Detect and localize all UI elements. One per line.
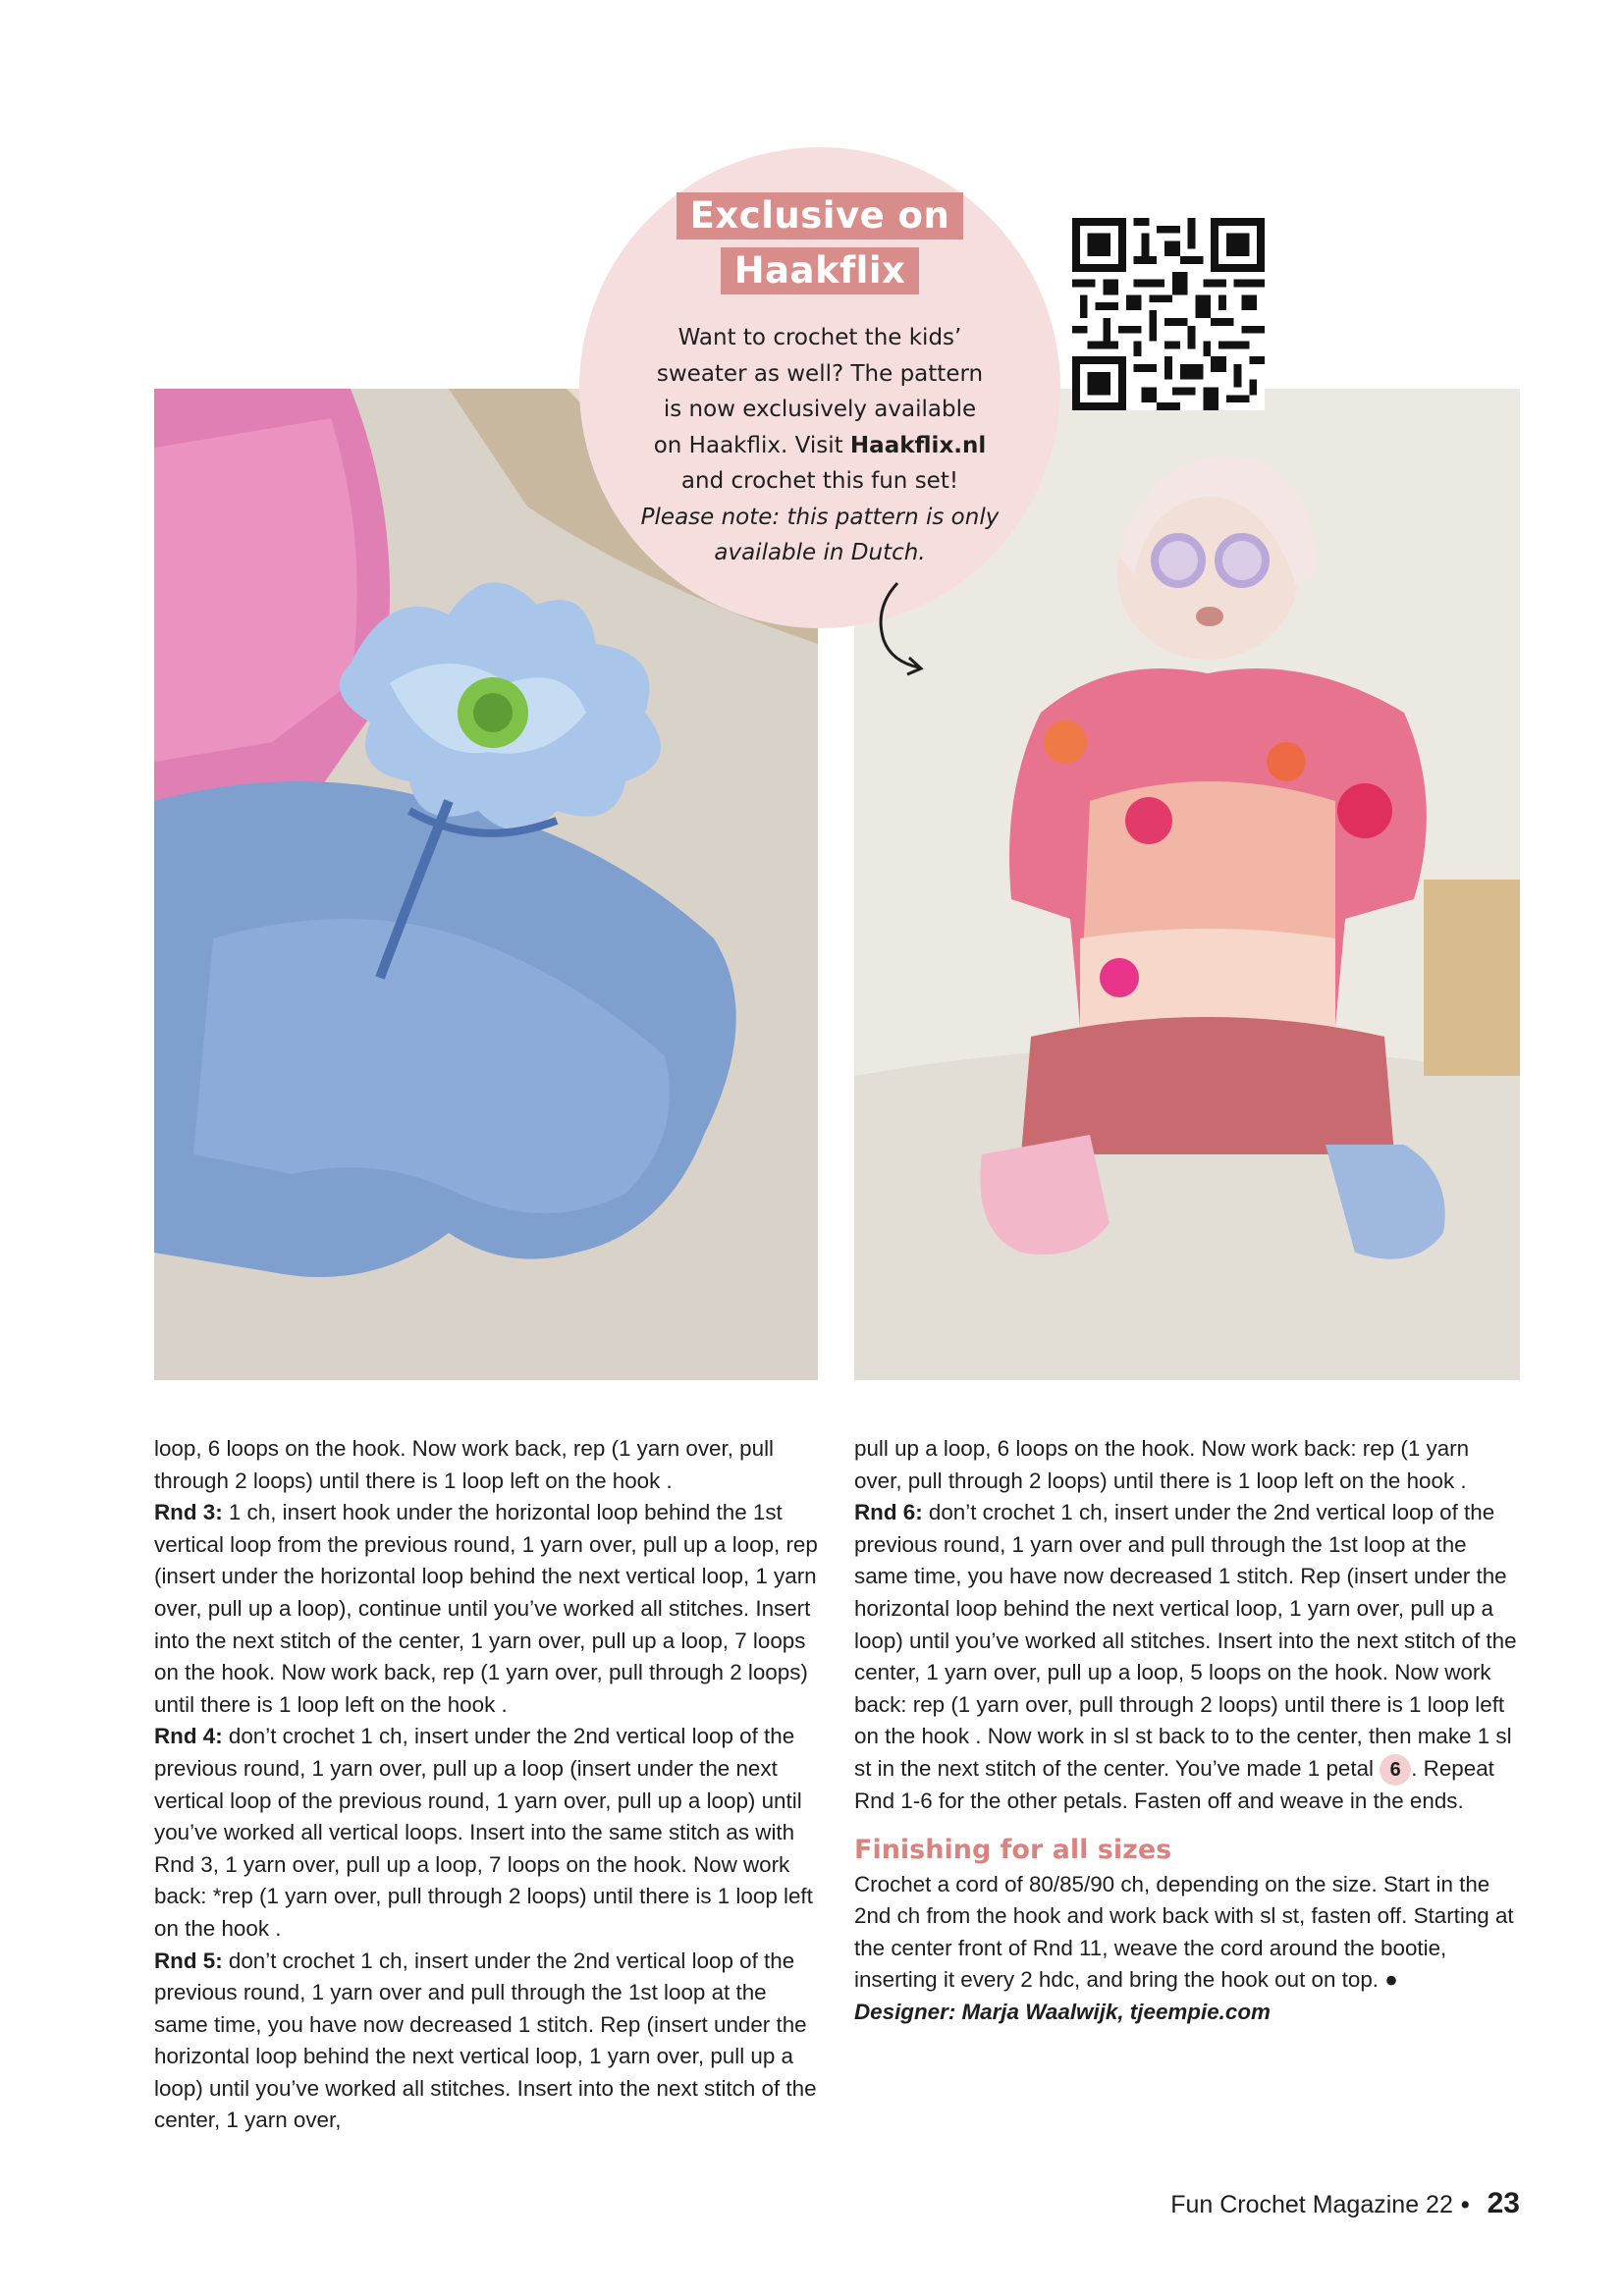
round-5-text: don’t crochet 1 ch, insert under the 2nd vertical loop of the previous round, 1 yarn over and pull through the 1st loop at the same time, you have now decreased 1 stitch. Rep (insert under the horizontal loop behind the next vertical loop, 1 yarn over, pull up a loop) until you’ve worked all stitches. Insert into the next stitch of the center, 1 yarn over, [154,1948,817,2133]
page-footer [1170,2187,1520,2220]
callout-text [628,320,1011,571]
callout-banner-text2: Haakflix [721,247,920,294]
callout-line2: sweater as well? The pattern [656,360,984,387]
finishing-body: Crochet a cord of 80/85/90 ch, depending on the size. Start in the 2nd ch from the hook and work back with sl st, fasten off. Starting at the center front of Rnd 11, weave the cord around the bootie, inserting it every 2 hdc, and bring the hook out on top. [854,1871,1514,1993]
haakflix-link[interactable]: Haakflix.nl [849,432,987,458]
callout-line1: Want to crochet the kids’ [677,325,962,350]
callout-line5: and crochet this fun set! [680,468,959,494]
callout-note-line1: Please note: this pattern is only [640,504,1000,530]
round-3 [154,1497,820,1721]
finishing-text [854,1869,1522,1997]
round-4-label: Rnd 4: [154,1724,223,1749]
callout-note-line2: available in Dutch. [714,540,926,565]
round-6 [854,1497,1522,1817]
round-3-label: Rnd 3: [154,1500,223,1525]
round-5 [154,1946,820,2138]
petal-step-badge: 6 [1380,1754,1411,1786]
round-4 [154,1721,820,1945]
callout-line3: is now exclusively available [663,397,977,422]
round-4-text: don’t crochet 1 ch, insert under the 2nd vertical loop of the previous round, 1 yarn over, pull up a loop (insert under the next vertical loop of the previous round, 1 yarn over, pull up a loop) until you’ve worked all vertical loops. Insert into the same stitch as with Rnd 3, 1 yarn over, pull up a loop, 7 loops on the hook. Now work back: *rep (1 yarn over, pull through 2 loops) until there is 1 loop left on the hook . [154,1724,813,1941]
haakflix-callout [579,147,1060,628]
finishing-heading: Finishing for all sizes [854,1834,1172,1865]
callout-banner-line1 [579,192,1060,240]
left-text-column [154,1433,820,2137]
round-6-label: Rnd 6: [854,1500,923,1525]
page-number: 23 [1487,2187,1520,2219]
designer-credit: Designer: Marja Waalwijk, tjeempie.com [854,1999,1271,2024]
round-6-text: don’t crochet 1 ch, insert under the 2nd vertical loop of the previous round, 1 yarn over and pull through the 1st loop at the same time, you have now decreased 1 stitch. Rep (insert under the horizontal loop behind the next vertical loop, 1 yarn over, pull up a loop) until you’ve worked all stitches. Insert into the next stitch of the center, 1 yarn over, pull up a loop, 5 loops on the hook. Now work back: rep (1 yarn over, pull through 2 loops) until there is 1 loop left on the hook . Now work in sl st back to to the center, then make 1 sl st in the next stitch of the center. You’ve made 1 petal [854,1500,1517,1781]
footer-separator: • [1460,2191,1470,2218]
callout-banner-text1: Exclusive on [677,192,964,240]
callout-line4 [628,428,1011,464]
round-3-text: 1 ch, insert hook under the horizontal loop behind the 1st vertical loop from the previous round, 1 yarn over, pull up a loop, rep (insert under the horizontal loop behind the next vertical loop, 1 yarn over, pull up a loop), continue until you’ve worked all stitches. Insert into the next stitch of the center, 1 yarn over, pull up a loop, 7 loops on the hook. Now work back, rep (1 yarn over, pull through 2 loops) until there is 1 loop left on the hook . [154,1500,818,1717]
pattern-continued-right: pull up a loop, 6 loops on the hook. Now work back: rep (1 yarn over, pull through 2 loops) until there is 1 loop left on the hook . [854,1436,1470,1493]
pattern-continued: loop, 6 loops on the hook. Now work back, rep (1 yarn over, pull through 2 loops) until there is 1 loop left on the hook . [154,1436,775,1493]
right-text-column [854,1433,1522,2029]
callout-line4-pre: on Haakflix. Visit [653,432,850,458]
magazine-name: Fun Crochet Magazine 22 [1170,2191,1453,2218]
qr-code-icon[interactable] [1072,218,1265,410]
curved-arrow-icon [872,579,931,677]
end-mark-icon: ● [1384,1967,1398,1993]
round-6-after: . Repeat Rnd 1-6 for the other petals. Fasten off and weave in the ends. [854,1755,1494,1814]
callout-banner-line2 [579,247,1060,294]
round-5-label: Rnd 5: [154,1948,223,1973]
